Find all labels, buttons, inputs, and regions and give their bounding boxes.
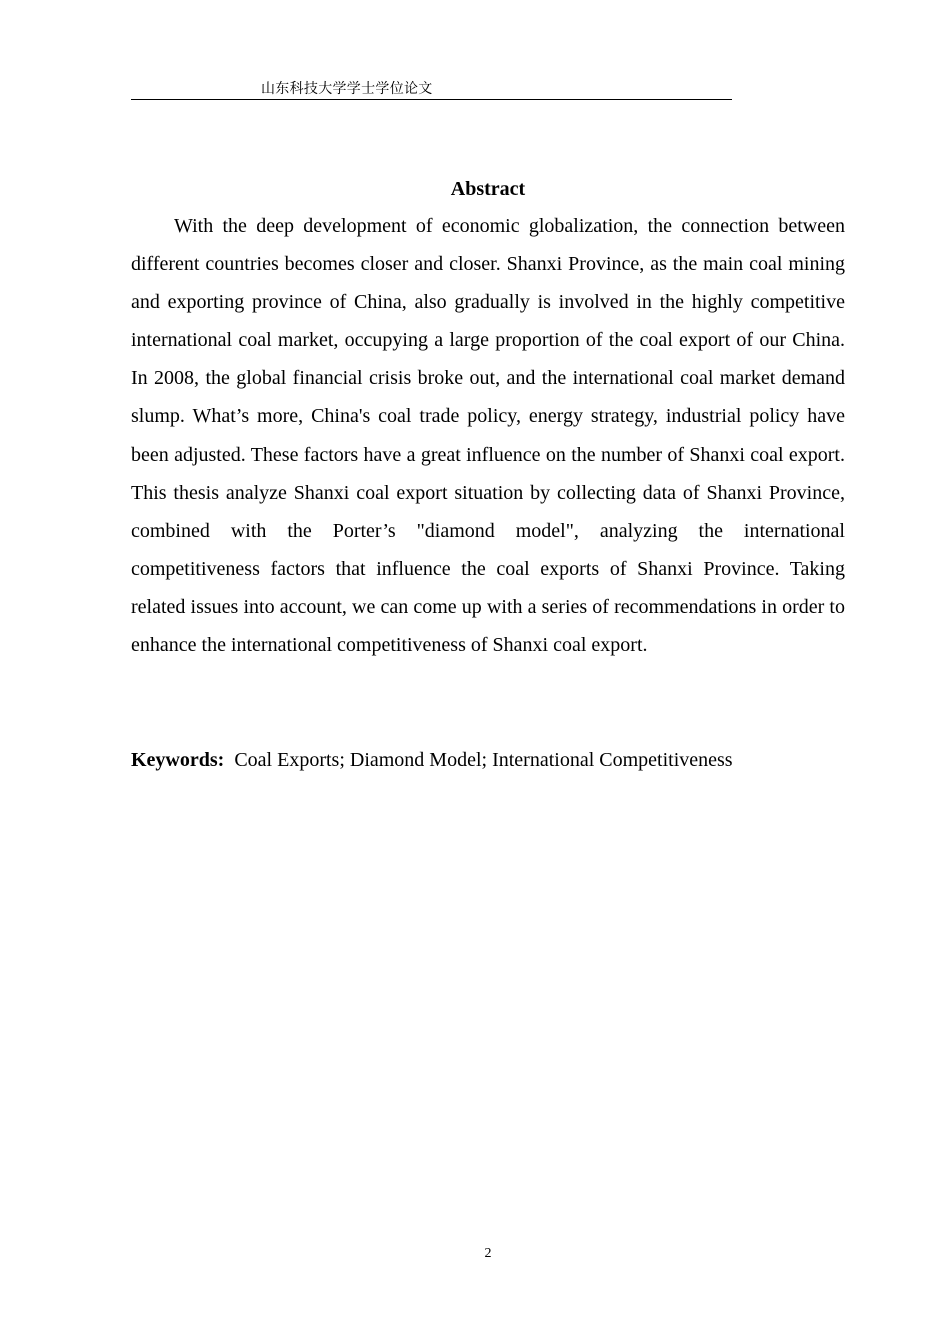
- keywords-line: [131, 741, 845, 779]
- page-number: 2: [484, 1246, 492, 1261]
- page-header: [131, 80, 732, 100]
- keywords-values: Coal Exports; Diamond Model; International Competitiveness: [234, 749, 733, 771]
- abstract-title: Abstract: [450, 178, 526, 200]
- keywords-label: Keywords:: [131, 749, 225, 771]
- abstract-body: With the deep development of economic globalization, the connection between different countries becomes closer and closer. Shanxi Province, as the main coal mining and exporting province of China, also gradually is involved in the highly competitive international coal market, occupying a large proportion of the coal export of our China. In 2008, the global financial crisis broke out, and the international coal market demand slump. What’s more, China's coal trade policy, energy strategy, industrial policy have been adjusted. These factors have a great influence on the number of Shanxi coal export. This thesis analyze Shanxi coal export situation by collecting data of Shanxi Province, combined with the Porter’s "diamond model", analyzing the international competitiveness factors that influence the coal exports of Shanxi Province. Taking related issues into account, we can come up with a series of recommendations in order to enhance the international competitiveness of Shanxi coal export.: [131, 215, 845, 657]
- page-header-text: 山东科技大学学士学位论文: [261, 82, 433, 97]
